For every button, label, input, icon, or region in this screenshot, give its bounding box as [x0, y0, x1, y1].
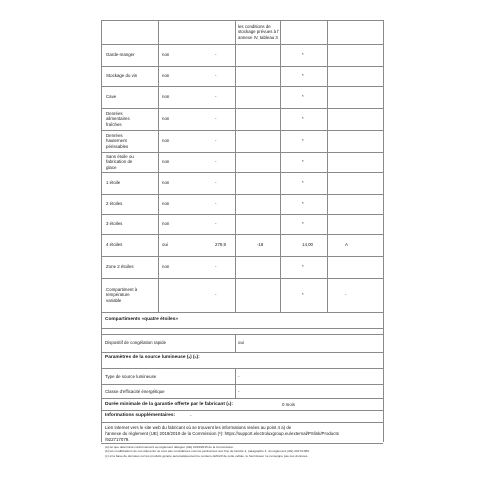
row-label: 1 étoile — [106, 180, 121, 186]
section-column-rule — [383, 312, 384, 442]
table-rule — [101, 20, 383, 21]
row-value-c2: oui — [162, 242, 168, 248]
punct: ): — [229, 402, 233, 407]
header-note-line: annexe IV, tableau 3 — [238, 34, 278, 40]
info-label: Informations supplémentaires: — [105, 413, 176, 418]
section-rule — [101, 312, 383, 313]
row-value-c2: non — [162, 116, 170, 122]
light-class-value: - — [238, 389, 240, 394]
row-value-c5: * — [302, 73, 304, 79]
warranty-value: 0 mois — [282, 402, 295, 407]
row-value-c3: - — [215, 180, 217, 186]
row-value-c3: - — [215, 138, 217, 144]
link-line — [105, 431, 339, 436]
row-label: glace — [106, 164, 117, 170]
light-type-value: - — [238, 374, 240, 379]
row-label: alimentaires — [106, 116, 130, 122]
support-link[interactable]: ): https://support.electroluxgroup.eu/external/PSlink/Products — [220, 431, 339, 436]
row-value-c5: * — [302, 221, 304, 227]
section-rule — [101, 368, 383, 369]
footnote: (b) les modifications de ces éléments ne sont pas considérées comme pertinentes aux fins de l'article 4, paragraphe 4, du règlement (UE) 2017/1369. — [105, 449, 310, 454]
punct: ): — [196, 355, 200, 360]
row-value-c3: - — [215, 221, 217, 227]
row-value-c5: * — [302, 264, 304, 270]
row-value-c3: - — [215, 116, 217, 122]
row-label: Garde-manger — [106, 52, 135, 58]
footnote: (c) si la base de données sur les produits génère automatiquement le contenu définitif de cette cellule, le fournisseur ne renseigne pas ces données. — [105, 453, 309, 458]
table-rule — [101, 256, 383, 257]
row-label: périssables — [106, 143, 129, 149]
table-rule — [101, 278, 383, 279]
info-value: - — [190, 413, 192, 418]
section-title-compartments: Compartiments «quatre étoiles» — [105, 317, 179, 322]
warranty-label — [105, 402, 233, 407]
row-value-c2: non — [162, 94, 170, 100]
row-value-c5: * — [302, 159, 304, 165]
row-label: 3 étoiles — [106, 221, 123, 227]
row-value-c2: non — [162, 52, 170, 58]
quick-freeze-value: oui — [238, 340, 244, 345]
section-column-rule — [235, 334, 236, 352]
section-rule — [101, 398, 383, 399]
row-label: Denrées — [106, 111, 123, 117]
row-value-c2: non — [162, 221, 170, 227]
row-value-c3: - — [215, 73, 217, 79]
row-label: 4 étoiles — [106, 242, 123, 248]
section-title-light — [105, 355, 200, 360]
table-rule — [101, 214, 383, 215]
table-rule — [101, 86, 383, 87]
quick-freeze-label: Dispositif de congélation rapide — [105, 340, 167, 345]
table-column-rule — [327, 20, 328, 312]
table-rule — [101, 108, 383, 109]
row-value-c5: * — [302, 116, 304, 122]
table-column-rule — [383, 20, 384, 312]
support-link-cont[interactable]: /922717079. — [105, 437, 130, 442]
section-title-light-text: Paramètres de la source lumineuse ( — [105, 355, 189, 360]
table-rule — [101, 194, 383, 195]
punct: ) ( — [190, 355, 195, 360]
row-value-c5: * — [302, 138, 304, 144]
row-label: variable — [106, 297, 122, 303]
link-line-text: l'annexe du règlement (UE) 2019/2019 de la Commission ( — [105, 431, 220, 436]
row-label: Stockage du vin — [106, 73, 138, 79]
row-value-c3: - — [215, 264, 217, 270]
row-label: hautement — [106, 138, 127, 144]
section-column-rule — [101, 312, 102, 442]
table-rule — [101, 66, 383, 67]
section-rule — [101, 410, 383, 411]
table-column-rule — [158, 20, 159, 312]
footnote-ref: b — [219, 431, 221, 435]
section-rule — [101, 422, 383, 423]
footnote-ref: b — [194, 355, 197, 359]
row-label: 2 étoiles — [106, 201, 123, 207]
row-label: Zone 2 étoiles — [106, 264, 134, 270]
row-value-c5: * — [302, 52, 304, 58]
table-rule — [101, 234, 383, 235]
row-label: Sans étoile ou — [106, 154, 134, 160]
section-column-rule — [235, 368, 236, 398]
row-value-c5: * — [302, 201, 304, 207]
row-value-c2: non — [162, 73, 170, 79]
row-label: Denrées — [106, 133, 123, 139]
header-note-line: les conditions de — [238, 24, 271, 29]
row-label: fabrication de — [106, 159, 133, 165]
section-rule — [101, 334, 383, 335]
row-value-c2: non — [162, 201, 170, 207]
row-value-c2: non — [162, 180, 170, 186]
link-line: Lien internet vers le site web du fabricant où se trouvent les informations visées au point 4 a) de — [105, 425, 292, 430]
footnote: (a) tel que déterminé conformément au règlement délégué (UE) 2019/2015 de la Commission. — [105, 445, 234, 449]
row-label: température — [106, 292, 130, 298]
section-rule — [101, 328, 383, 329]
section-rule — [101, 352, 383, 353]
row-value-c6: - — [345, 292, 347, 298]
row-value-c5: 14,00 — [302, 242, 313, 248]
row-value-c2: non — [162, 159, 170, 165]
row-label: Cave — [106, 94, 117, 100]
footnote-ref: a — [188, 355, 191, 359]
row-value-c3: - — [215, 52, 217, 58]
section-rule — [101, 443, 383, 444]
row-value-c5: * — [302, 94, 304, 100]
light-class-label: Classe d'efficacité énergétique — [105, 389, 165, 394]
warranty-label-text: Durée minimale de la garantie offerte par le fabricant ( — [105, 402, 228, 407]
row-value-c5: * — [302, 180, 304, 186]
row-value-c3: 279,9 — [215, 242, 226, 248]
table-rule — [101, 130, 383, 131]
row-value-c3: - — [215, 94, 217, 100]
row-value-c3: - — [215, 292, 217, 298]
table-rule — [101, 172, 383, 173]
row-value-c3: - — [215, 159, 217, 165]
row-value-c5: * — [302, 292, 304, 298]
table-rule — [101, 152, 383, 153]
header-note-line: stockage prévues à l' — [238, 29, 280, 35]
table-column-rule — [235, 20, 236, 312]
row-value-c6: A — [345, 242, 348, 248]
table-rule — [101, 44, 383, 45]
table-column-rule — [280, 20, 281, 312]
light-type-label: Type de source lumineuse — [105, 374, 157, 379]
row-label: fraîches — [106, 121, 122, 127]
row-value-c2: non — [162, 138, 170, 144]
row-value-c2: non — [162, 264, 170, 270]
table-column-rule — [101, 20, 102, 312]
row-label: Compartiment à — [106, 287, 138, 293]
row-value-c3: - — [215, 201, 217, 207]
row-value-c4: -18 — [257, 242, 264, 248]
section-rule — [101, 384, 383, 385]
footnote-ref: b — [227, 402, 230, 406]
